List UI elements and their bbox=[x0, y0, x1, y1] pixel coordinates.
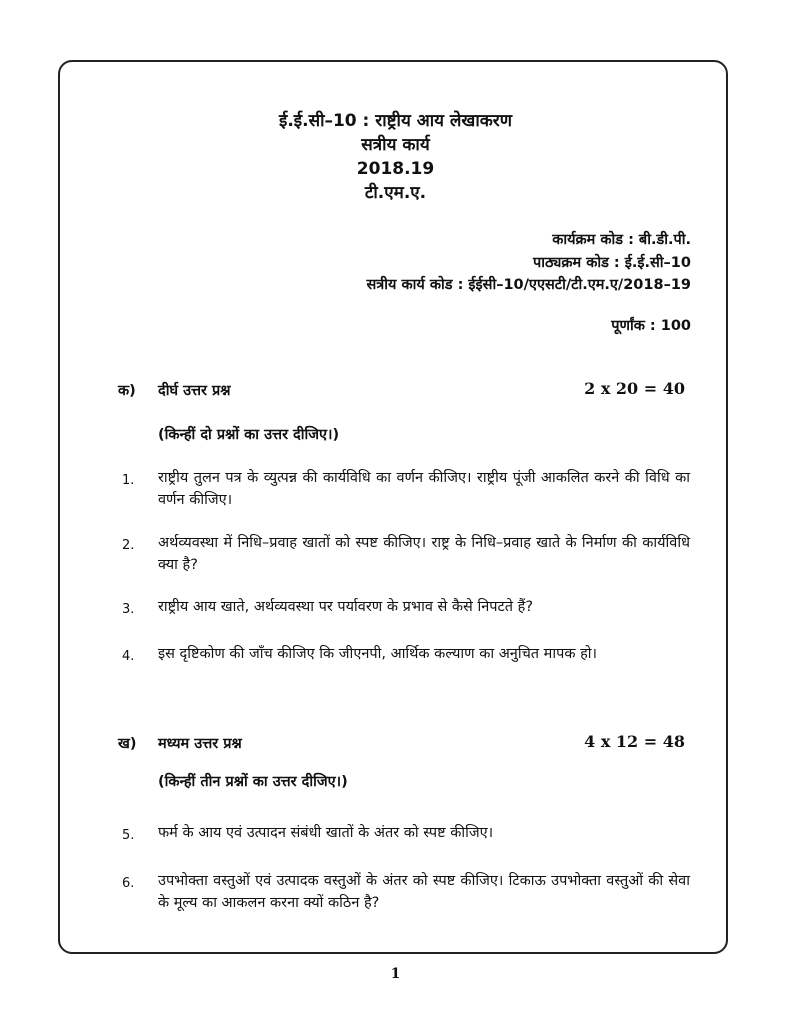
assignment-code: सत्रीय कार्य कोड : ईईसी–10/एएसटी/टी.एम.ए/2018–19 bbox=[366, 277, 691, 293]
document-subtitle: सत्रीय कार्य bbox=[361, 135, 430, 155]
question-text: राष्ट्रीय आय खाते, अर्थव्यवस्था पर पर्यावरण के प्रभाव से कैसे निपटते हैं? bbox=[158, 599, 534, 615]
section-a-label: क) bbox=[118, 383, 136, 399]
section-b-label: ख) bbox=[118, 736, 137, 752]
program-code: कार्यक्रम कोड : बी.डी.पी. bbox=[552, 232, 691, 248]
section-b-instruction: (किन्हीं तीन प्रश्नों का उत्तर दीजिए।) bbox=[158, 774, 348, 790]
question-number: 2. bbox=[122, 538, 135, 553]
question-number: 6. bbox=[122, 876, 135, 891]
section-b-title: मध्यम उत्तर प्रश्न bbox=[158, 736, 242, 752]
tma-label: टी.एम.ए. bbox=[364, 183, 427, 203]
page-number: 1 bbox=[390, 966, 401, 982]
question-text: फर्म के आय एवं उत्पादन संबंधी खातों के अंतर को स्पष्ट कीजिए। bbox=[158, 825, 494, 841]
question-number: 1. bbox=[122, 473, 135, 488]
question-text: राष्ट्रीय तुलन पत्र के व्युत्पन्न की कार्यविधि का वर्णन कीजिए। राष्ट्रीय पूंजी आकलित करने की विधि का वर्णन कीजिए। bbox=[158, 470, 690, 508]
section-a-title: दीर्घ उत्तर प्रश्न bbox=[158, 383, 231, 399]
question-text: उपभोक्ता वस्तुओं एवं उत्पादक वस्तुओं के अंतर को स्पष्ट कीजिए। टिकाऊ उपभोक्ता वस्तुओं की सेवा के मूल्य का आकलन करना क्यों कठिन है? bbox=[158, 873, 690, 911]
document-title: ई.ई.सी–10 : राष्ट्रीय आय लेखाकरण bbox=[278, 111, 513, 131]
section-b-marks: 4 x 12 = 48 bbox=[584, 732, 685, 751]
section-a-instruction: (किन्हीं दो प्रश्नों का उत्तर दीजिए।) bbox=[158, 427, 340, 443]
section-a-marks: 2 x 20 = 40 bbox=[584, 379, 685, 398]
session-year: 2018.19 bbox=[356, 159, 435, 179]
question-number: 5. bbox=[122, 828, 135, 843]
question-text: इस दृष्टिकोण की जाँच कीजिए कि जीएनपी, आर्थिक कल्याण का अनुचित मापक हो। bbox=[158, 646, 598, 662]
course-code: पाठ्यक्रम कोड : ई.ई.सी–10 bbox=[532, 255, 691, 271]
max-marks: पूर्णांक : 100 bbox=[611, 318, 691, 334]
question-text: अर्थव्यवस्था में निधि–प्रवाह खातों को स्पष्ट कीजिए। राष्ट्र के निधि–प्रवाह खाते के निर्माण की कार्यविधि क्या है? bbox=[158, 535, 690, 573]
question-number: 4. bbox=[122, 649, 135, 664]
question-number: 3. bbox=[122, 602, 135, 617]
